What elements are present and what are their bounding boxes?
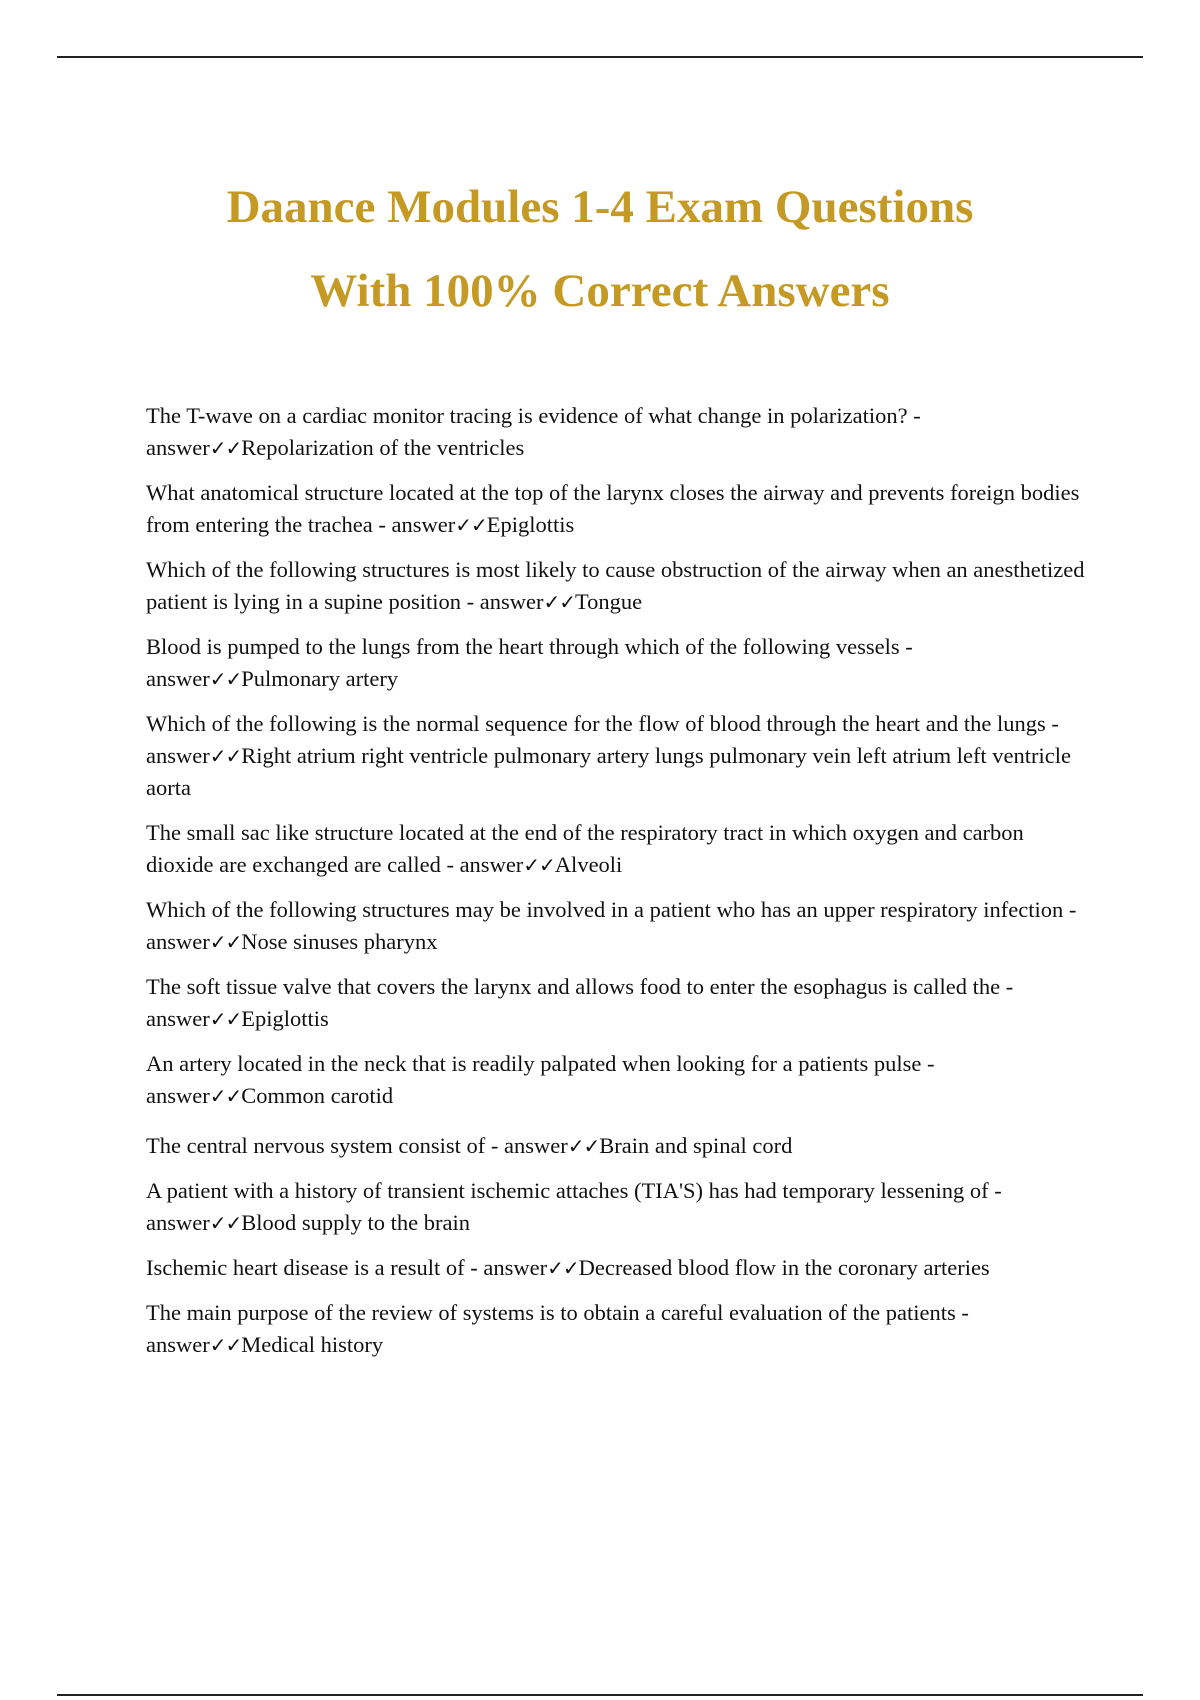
top-rule	[57, 56, 1143, 58]
question-text: What anatomical structure located at the top of the larynx closes the airway and prevents foreign bodies from entering the trachea - answer	[146, 480, 1080, 537]
qa-list	[146, 400, 1096, 1374]
answer-text: Epiglottis	[486, 512, 575, 537]
qa-item	[146, 708, 1096, 804]
double-check-icon: ✓✓	[209, 1333, 242, 1357]
document-title	[0, 165, 1200, 333]
qa-item	[146, 631, 1096, 695]
answer-text: Epiglottis	[241, 1006, 329, 1031]
answer-text: Medical history	[241, 1332, 384, 1357]
qa-item	[146, 1297, 1096, 1361]
qa-item	[146, 400, 1096, 464]
answer-text: Pulmonary artery	[241, 666, 399, 691]
question-text: The central nervous system consist of - answer	[146, 1133, 568, 1158]
question-text: The T-wave on a cardiac monitor tracing is evidence of what change in polarization? - answer	[146, 403, 921, 460]
double-check-icon: ✓✓	[455, 513, 487, 537]
question-text: Which of the following structures may be involved in a patient who has an upper respiratory infection - answer	[146, 897, 1077, 954]
bottom-rule	[57, 1694, 1143, 1696]
double-check-icon: ✓✓	[209, 1211, 242, 1235]
answer-text: Nose sinuses pharynx	[241, 929, 438, 954]
answer-text: Common carotid	[241, 1083, 394, 1108]
qa-item	[146, 1048, 1096, 1112]
double-check-icon: ✓✓	[567, 1134, 600, 1158]
double-check-icon: ✓✓	[209, 930, 242, 954]
answer-text: Right atrium right ventricle pulmonary artery lungs pulmonary vein left atrium left ventricle aorta	[146, 743, 1072, 800]
question-text: The soft tissue valve that covers the larynx and allows food to enter the esophagus is called the - answer	[146, 974, 1014, 1031]
double-check-icon: ✓✓	[523, 853, 555, 877]
question-text: Which of the following structures is most likely to cause obstruction of the airway when an anesthetized patient is lying in a supine position - answer	[146, 557, 1085, 614]
question-text: A patient with a history of transient ischemic attaches (TIA'S) has had temporary lessening of - answer	[146, 1178, 1002, 1235]
question-text: Which of the following is the normal sequence for the flow of blood through the heart and the lungs - answer	[146, 711, 1059, 768]
qa-item	[146, 817, 1096, 881]
question-text: An artery located in the neck that is readily palpated when looking for a patients pulse - answer	[146, 1051, 935, 1108]
question-text: The small sac like structure located at the end of the respiratory tract in which oxygen and carbon dioxide are exchanged are called - answer	[146, 820, 1024, 877]
double-check-icon: ✓✓	[209, 744, 242, 768]
qa-item	[146, 1175, 1096, 1239]
title-line-1: Daance Modules 1-4 Exam Questions	[226, 181, 974, 233]
title-line-2: With 100% Correct Answers	[310, 265, 890, 317]
answer-text: Alveoli	[554, 852, 623, 877]
qa-item	[146, 477, 1096, 541]
qa-item	[146, 894, 1096, 958]
answer-text: Decreased blood flow in the coronary arteries	[578, 1255, 990, 1280]
qa-item	[146, 554, 1096, 618]
double-check-icon: ✓✓	[547, 1256, 579, 1280]
question-text: Ischemic heart disease is a result of - answer	[146, 1255, 548, 1280]
double-check-icon: ✓✓	[209, 667, 242, 691]
double-check-icon: ✓✓	[209, 1084, 242, 1108]
qa-item	[146, 1130, 1096, 1162]
answer-text: Brain and spinal cord	[599, 1133, 793, 1158]
question-text: The main purpose of the review of systems is to obtain a careful evaluation of the patients - answer	[146, 1300, 969, 1357]
answer-text: Repolarization of the ventricles	[241, 435, 525, 460]
double-check-icon: ✓✓	[209, 436, 242, 460]
double-check-icon: ✓✓	[209, 1007, 242, 1031]
qa-item	[146, 1252, 1096, 1284]
answer-text: Tongue	[574, 589, 643, 614]
answer-text: Blood supply to the brain	[241, 1210, 470, 1235]
qa-item	[146, 971, 1096, 1035]
question-text: Blood is pumped to the lungs from the heart through which of the following vessels - answer	[146, 634, 913, 691]
double-check-icon: ✓✓	[543, 590, 575, 614]
